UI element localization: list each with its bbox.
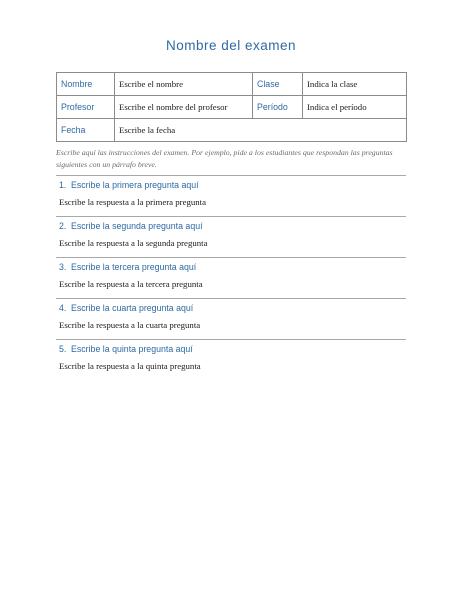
question-number: 4. <box>59 303 67 313</box>
answer-text[interactable]: Escribe la respuesta a la segunda pregunta <box>59 238 208 248</box>
question-text: Escribe la segunda pregunta aquí <box>71 221 203 231</box>
question-item <box>56 257 406 298</box>
info-row-date <box>57 119 407 142</box>
teacher-label: Profesor <box>57 96 115 119</box>
question-item <box>56 298 406 339</box>
exam-instructions[interactable]: Escribe aquí las instrucciones del examen. Por ejemplo, pide a los estudiantes que respondan las preguntas siguientes con un párrafo breve. <box>56 148 393 169</box>
question-heading[interactable] <box>59 262 406 273</box>
exam-title[interactable]: Nombre del examen <box>165 38 297 53</box>
question-number: 5. <box>59 344 67 354</box>
answer-text[interactable]: Escribe la respuesta a la quinta pregunta <box>59 361 201 371</box>
question-heading[interactable] <box>59 344 406 355</box>
info-row-teacher <box>57 96 407 119</box>
question-text: Escribe la quinta pregunta aquí <box>71 344 193 354</box>
name-label: Nombre <box>57 73 115 96</box>
period-label: Período <box>253 96 303 119</box>
info-row-name <box>57 73 407 96</box>
answer-text[interactable]: Escribe la respuesta a la primera pregunta <box>59 197 207 207</box>
info-table <box>56 72 407 142</box>
question-number: 1. <box>59 180 67 190</box>
question-text: Escribe la primera pregunta aquí <box>71 180 199 190</box>
question-text: Escribe la tercera pregunta aquí <box>71 262 197 272</box>
question-item <box>56 216 406 257</box>
class-label: Clase <box>253 73 303 96</box>
question-text: Escribe la cuarta pregunta aquí <box>71 303 194 313</box>
date-field[interactable]: Escribe la fecha <box>115 119 407 142</box>
question-item <box>56 339 406 380</box>
question-heading[interactable] <box>59 180 406 191</box>
answer-text[interactable]: Escribe la respuesta a la cuarta pregunta <box>59 320 201 330</box>
question-number: 3. <box>59 262 67 272</box>
date-label: Fecha <box>57 119 115 142</box>
question-number: 2. <box>59 221 67 231</box>
teacher-field[interactable]: Escribe el nombre del profesor <box>115 96 253 119</box>
class-field[interactable]: Indica la clase <box>303 73 407 96</box>
question-heading[interactable] <box>59 221 406 232</box>
questions-list <box>56 175 406 380</box>
answer-text[interactable]: Escribe la respuesta a la tercera pregunta <box>59 279 203 289</box>
question-heading[interactable] <box>59 303 406 314</box>
name-field[interactable]: Escribe el nombre <box>115 73 253 96</box>
period-field[interactable]: Indica el período <box>303 96 407 119</box>
question-item <box>56 175 406 216</box>
